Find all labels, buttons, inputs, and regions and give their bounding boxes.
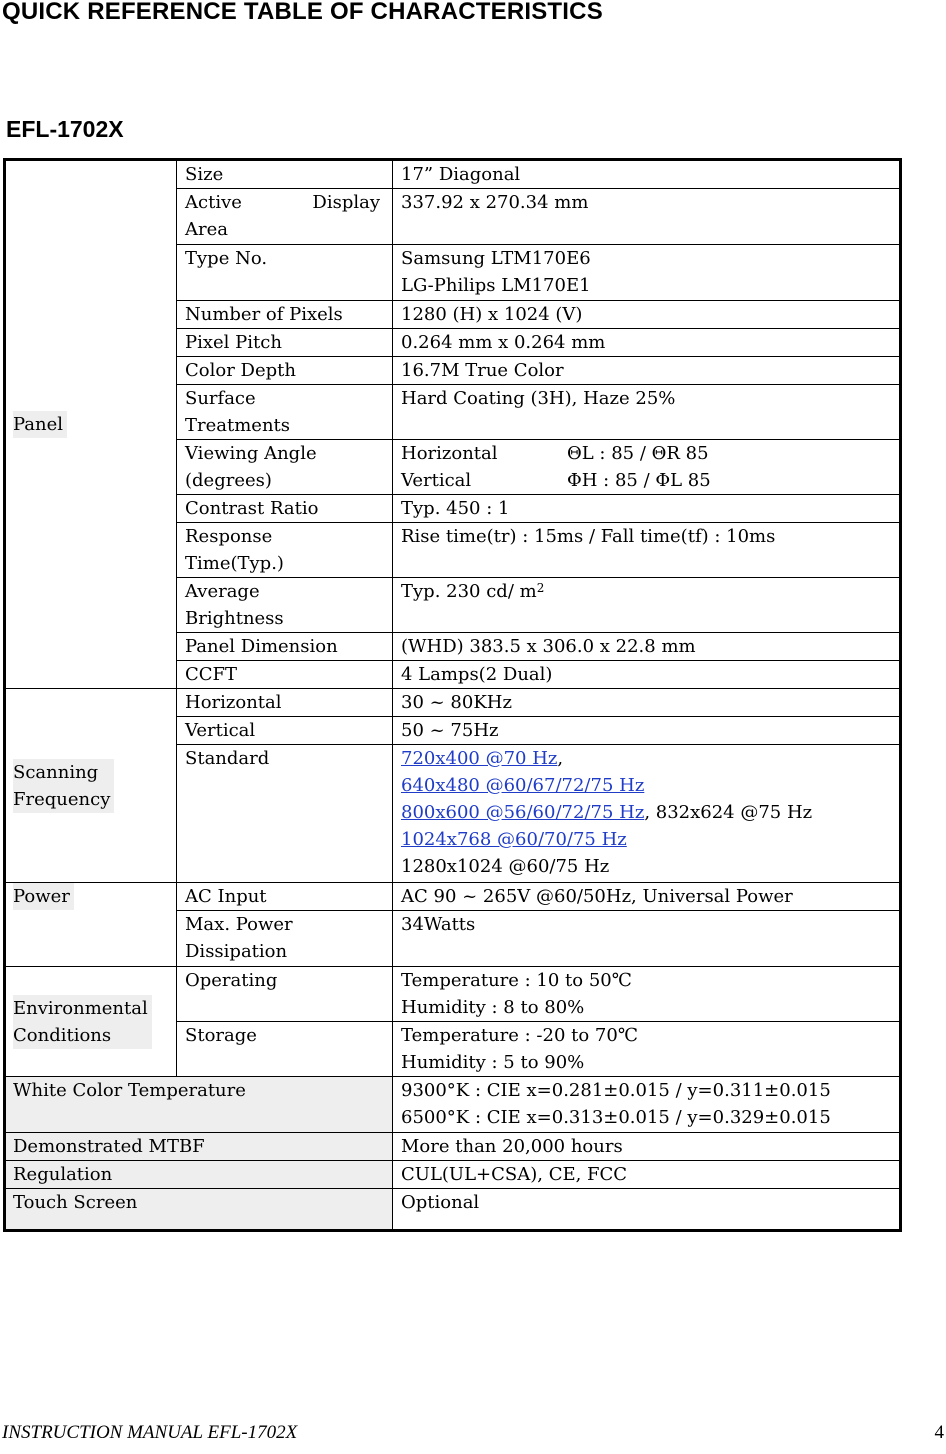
- viewing-v-label: Vertical: [401, 470, 472, 491]
- table-row: [5, 1189, 901, 1231]
- type-value-cell: [393, 245, 901, 301]
- standard-3-suffix: , 832x624 @75 Hz: [644, 802, 813, 823]
- pixels-label: Number of Pixels: [177, 301, 393, 329]
- standard-1280: 1280x1024 @60/75 Hz: [401, 856, 610, 877]
- environment-category-2: Conditions: [13, 1024, 112, 1046]
- table-row: [5, 689, 901, 717]
- storage-humidity: Humidity : 5 to 90%: [401, 1052, 585, 1073]
- standard-value-cell: [393, 745, 901, 883]
- viewing-h-value: ΘL : 85 / ΘR 85: [567, 443, 709, 464]
- response-label-2: Time(Typ.): [185, 553, 284, 574]
- mtbf-value: More than 20,000 hours: [393, 1133, 901, 1161]
- table-row: [5, 1161, 901, 1189]
- ac-input-value: AC 90 ~ 265V @60/50Hz, Universal Power: [393, 883, 901, 911]
- active-area-label-word1: Active: [185, 192, 242, 213]
- storage-temperature: Temperature : -20 to 70℃: [401, 1025, 638, 1046]
- scanning-category-cell: [5, 689, 177, 883]
- pitch-value: 0.264 mm x 0.264 mm: [393, 329, 901, 357]
- operating-temperature: Temperature : 10 to 50℃: [401, 970, 632, 991]
- active-area-value: 337.92 x 270.34 mm: [393, 189, 901, 245]
- ccft-value: 4 Lamps(2 Dual): [393, 661, 901, 689]
- environment-category-1: Environmental: [13, 997, 148, 1019]
- model-heading: EFL-1702X: [6, 116, 124, 142]
- surface-label-2: Treatments: [185, 415, 291, 436]
- pitch-label: Pixel Pitch: [177, 329, 393, 357]
- active-area-label-word2: Display: [312, 192, 380, 213]
- touch-screen-label: Touch Screen: [5, 1189, 393, 1231]
- depth-value: 16.7M True Color: [393, 357, 901, 385]
- white-temp-label: White Color Temperature: [5, 1077, 393, 1133]
- standard-label: Standard: [177, 745, 393, 883]
- white-temp-value-cell: [393, 1077, 901, 1133]
- table-row: [5, 1133, 901, 1161]
- footer-manual-title: INSTRUCTION MANUAL EFL-1702X: [2, 1422, 298, 1443]
- white-temp-6500: 6500°K : CIE x=0.313±0.015 / y=0.329±0.015: [401, 1107, 831, 1128]
- characteristics-table: [3, 158, 902, 1232]
- regulation-value: CUL(UL+CSA), CE, FCC: [393, 1161, 901, 1189]
- standard-1-suffix: ,: [557, 748, 564, 769]
- scanning-category-1: Scanning: [13, 761, 99, 783]
- active-area-label-word3: Area: [185, 219, 228, 240]
- surface-label-cell: [177, 385, 393, 440]
- viewing-label-cell: [177, 440, 393, 495]
- pixels-value: 1280 (H) x 1024 (V): [393, 301, 901, 329]
- viewing-h-label: Horizontal: [401, 443, 498, 464]
- max-power-label-2: Dissipation: [185, 941, 288, 962]
- surface-value: Hard Coating (3H), Haze 25%: [393, 385, 901, 440]
- power-category-cell: [5, 883, 177, 967]
- mtbf-label: Demonstrated MTBF: [5, 1133, 393, 1161]
- environment-category-cell: [5, 967, 177, 1077]
- horizontal-label: Horizontal: [177, 689, 393, 717]
- viewing-v-value: ΦH : 85 / ΦL 85: [567, 470, 711, 491]
- touch-screen-value: Optional: [393, 1189, 901, 1231]
- regulation-label: Regulation: [5, 1161, 393, 1189]
- operating-value-cell: [393, 967, 901, 1022]
- surface-label-1: Surface: [185, 388, 256, 409]
- max-power-label-1: Max. Power: [185, 914, 293, 935]
- max-power-value: 34Watts: [393, 911, 901, 967]
- operating-label: Operating: [177, 967, 393, 1022]
- response-label-1: Response: [185, 526, 273, 547]
- scanning-category-2: Frequency: [13, 788, 111, 810]
- brightness-label-cell: [177, 578, 393, 633]
- vertical-value: 50 ~ 75Hz: [393, 717, 901, 745]
- brightness-value-cell: [393, 578, 901, 633]
- panel-category-cell: [5, 160, 177, 689]
- depth-label: Color Depth: [177, 357, 393, 385]
- viewing-value-cell: [393, 440, 901, 495]
- page-number: 4: [934, 1422, 944, 1443]
- storage-value-cell: [393, 1022, 901, 1077]
- type-value-1: Samsung LTM170E6: [401, 248, 591, 269]
- max-power-label-cell: [177, 911, 393, 967]
- contrast-value: Typ. 450 : 1: [393, 495, 901, 523]
- standard-link-800[interactable]: 800x600 @56/60/72/75 Hz: [401, 802, 645, 823]
- dimension-value: (WHD) 383.5 x 306.0 x 22.8 mm: [393, 633, 901, 661]
- type-label: Type No.: [177, 245, 393, 301]
- standard-link-1024[interactable]: 1024x768 @60/70/75 Hz: [401, 829, 627, 850]
- active-area-label-cell: [177, 189, 393, 245]
- brightness-value: Typ. 230 cd/ m: [401, 581, 537, 602]
- viewing-label-2: (degrees): [185, 470, 272, 491]
- power-category-label: Power: [13, 883, 74, 910]
- page-title: QUICK REFERENCE TABLE OF CHARACTERISTICS: [2, 0, 603, 25]
- response-label-cell: [177, 523, 393, 578]
- viewing-label-1: Viewing Angle: [185, 443, 317, 464]
- operating-humidity: Humidity : 8 to 80%: [401, 997, 585, 1018]
- brightness-label-2: Brightness: [185, 608, 284, 629]
- brightness-superscript: 2: [536, 581, 545, 595]
- horizontal-value: 30 ~ 80KHz: [393, 689, 901, 717]
- white-temp-9300: 9300°K : CIE x=0.281±0.015 / y=0.311±0.015: [401, 1080, 831, 1101]
- dimension-label: Panel Dimension: [177, 633, 393, 661]
- panel-category-label: Panel: [13, 411, 67, 438]
- table-row: [5, 883, 901, 911]
- ac-input-label: AC Input: [177, 883, 393, 911]
- storage-label: Storage: [177, 1022, 393, 1077]
- standard-link-640[interactable]: 640x480 @60/67/72/75 Hz: [401, 775, 645, 796]
- size-value: 17” Diagonal: [393, 160, 901, 189]
- ccft-label: CCFT: [177, 661, 393, 689]
- table-row: [5, 1077, 901, 1133]
- type-value-2: LG-Philips LM170E1: [401, 275, 591, 296]
- vertical-label: Vertical: [177, 717, 393, 745]
- brightness-label-1: Average: [185, 581, 260, 602]
- response-value: Rise time(tr) : 15ms / Fall time(tf) : 10ms: [393, 523, 901, 578]
- table-row: [5, 967, 901, 1022]
- standard-link-720[interactable]: 720x400 @70 Hz: [401, 748, 558, 769]
- size-label: Size: [177, 160, 393, 189]
- table-row: [5, 160, 901, 189]
- contrast-label: Contrast Ratio: [177, 495, 393, 523]
